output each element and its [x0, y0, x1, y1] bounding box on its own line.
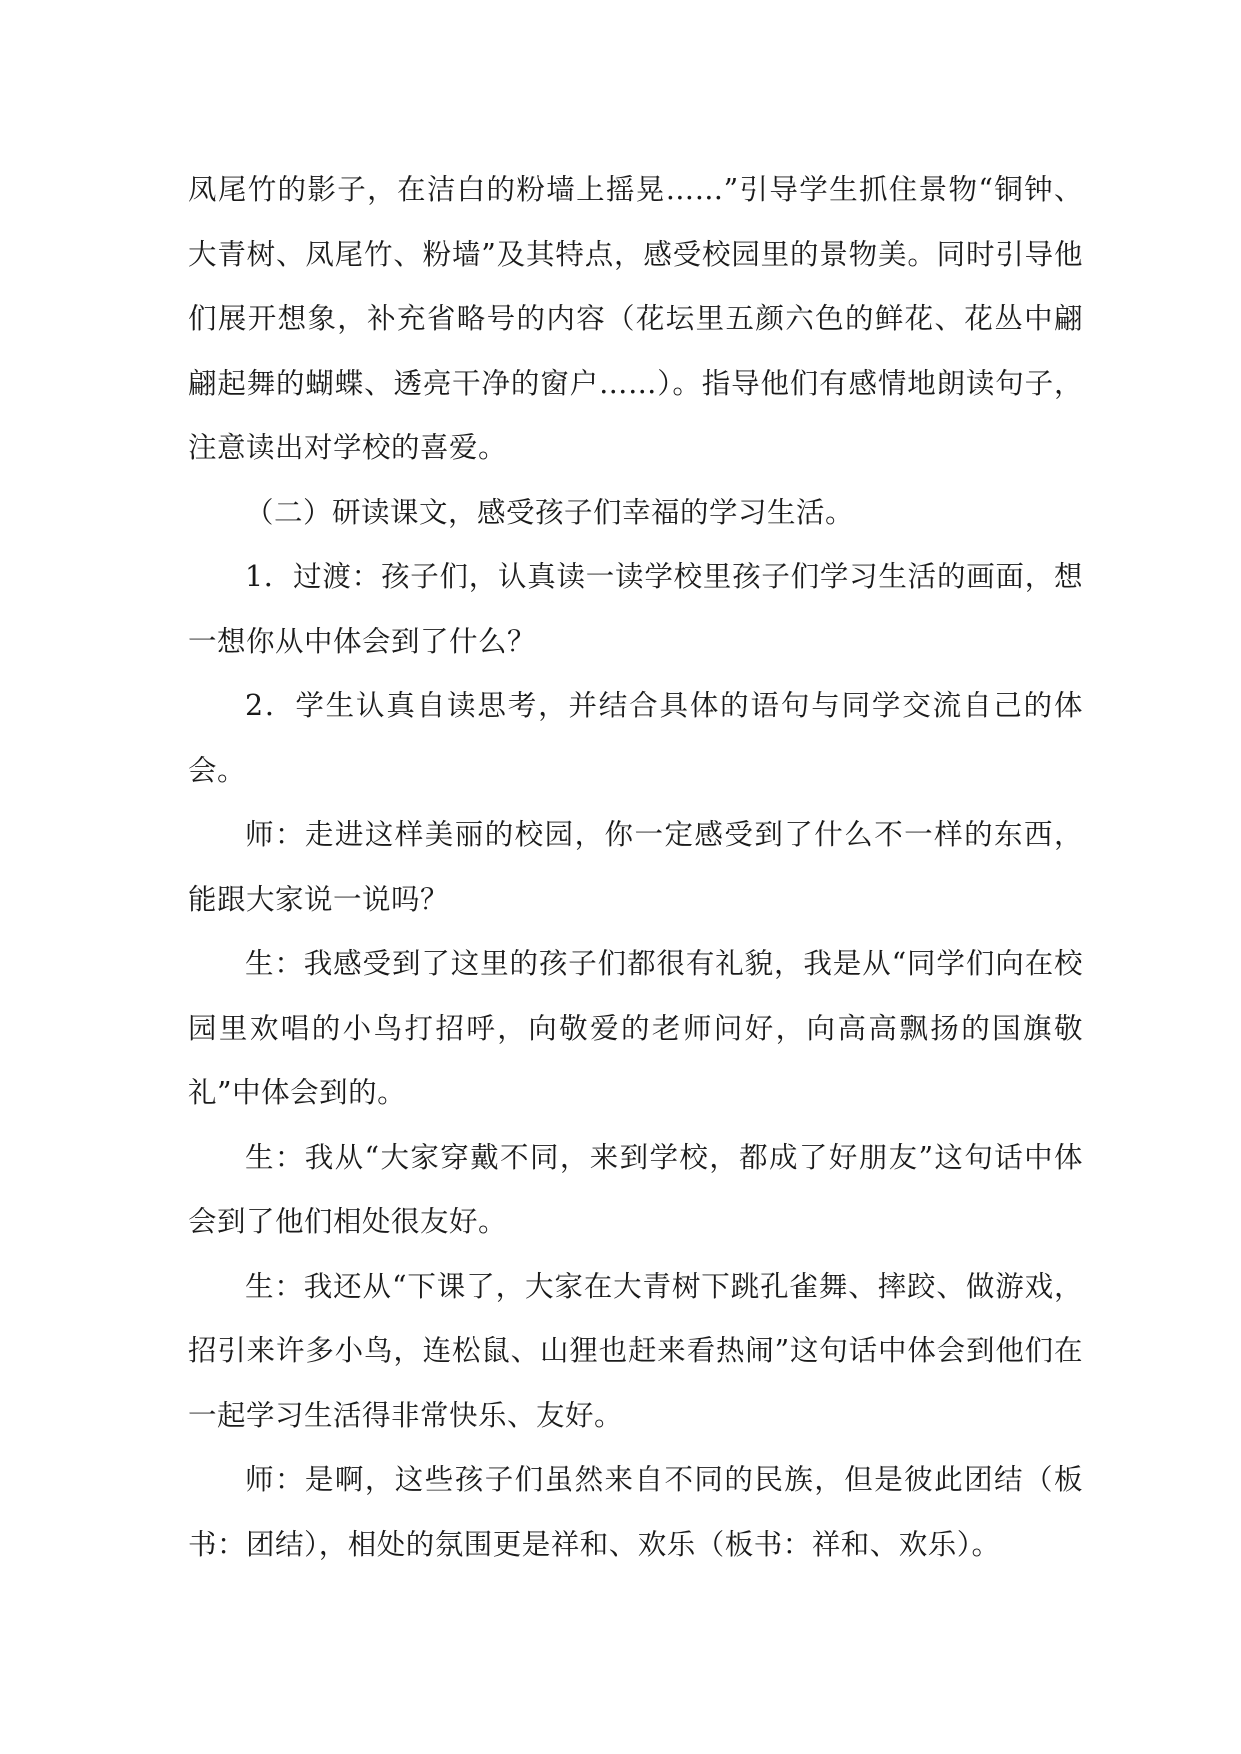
paragraph-teacher: 师：走进这样美丽的校园，你一定感受到了什么不一样的东西，能跟大家说一说吗？ — [188, 818, 1083, 916]
paragraph-step-2: 2．学生认真自读思考，并结合具体的语句与同学交流自己的体会。 — [188, 689, 1083, 787]
paragraph-student: 生：我还从“下课了，大家在大青树下跳孔雀舞、摔跤、做游戏，招引来许多小鸟，连松鼠、山狸也赶来看热闹”这句话中体会到他们在一起学习生活得非常快乐、友好。 — [188, 1269, 1083, 1432]
section-heading: （二）研读课文，感受孩子们幸福的学习生活。 — [245, 495, 855, 529]
paragraph-teacher: 师：是啊，这些孩子们虽然来自不同的民族，但是彼此团结（板书：团结），相处的氛围更是祥和、欢乐（板书：祥和、欢乐）。 — [188, 1463, 1083, 1561]
paragraph-student: 生：我感受到了这里的孩子们都很有礼貌，我是从“同学们向在校园里欢唱的小鸟打招呼，向敬爱的老师问好，向高高飘扬的国旗敬礼”中体会到的。 — [188, 947, 1083, 1109]
document-body — [188, 158, 1083, 1577]
paragraph-student: 生：我从“大家穿戴不同，来到学校，都成了好朋友”这句话中体会到了他们相处很友好。 — [188, 1140, 1083, 1238]
paragraph-continued: 凤尾竹的影子，在洁白的粉墙上摇晃……”引导学生抓住景物“铜钟、大青树、凤尾竹、粉墙”及其特点，感受校园里的景物美。同时引导他们展开想象，补充省略号的内容（花坛里五颜六色的鲜花、花丛中翩翩起舞的蝴蝶、透亮干净的窗户……）。指导他们有感情地朗读句子，注意读出对学校的喜爱。 — [188, 173, 1083, 464]
paragraph-step-1: 1．过渡：孩子们，认真读一读学校里孩子们学习生活的画面，想一想你从中体会到了什么？ — [188, 560, 1083, 658]
